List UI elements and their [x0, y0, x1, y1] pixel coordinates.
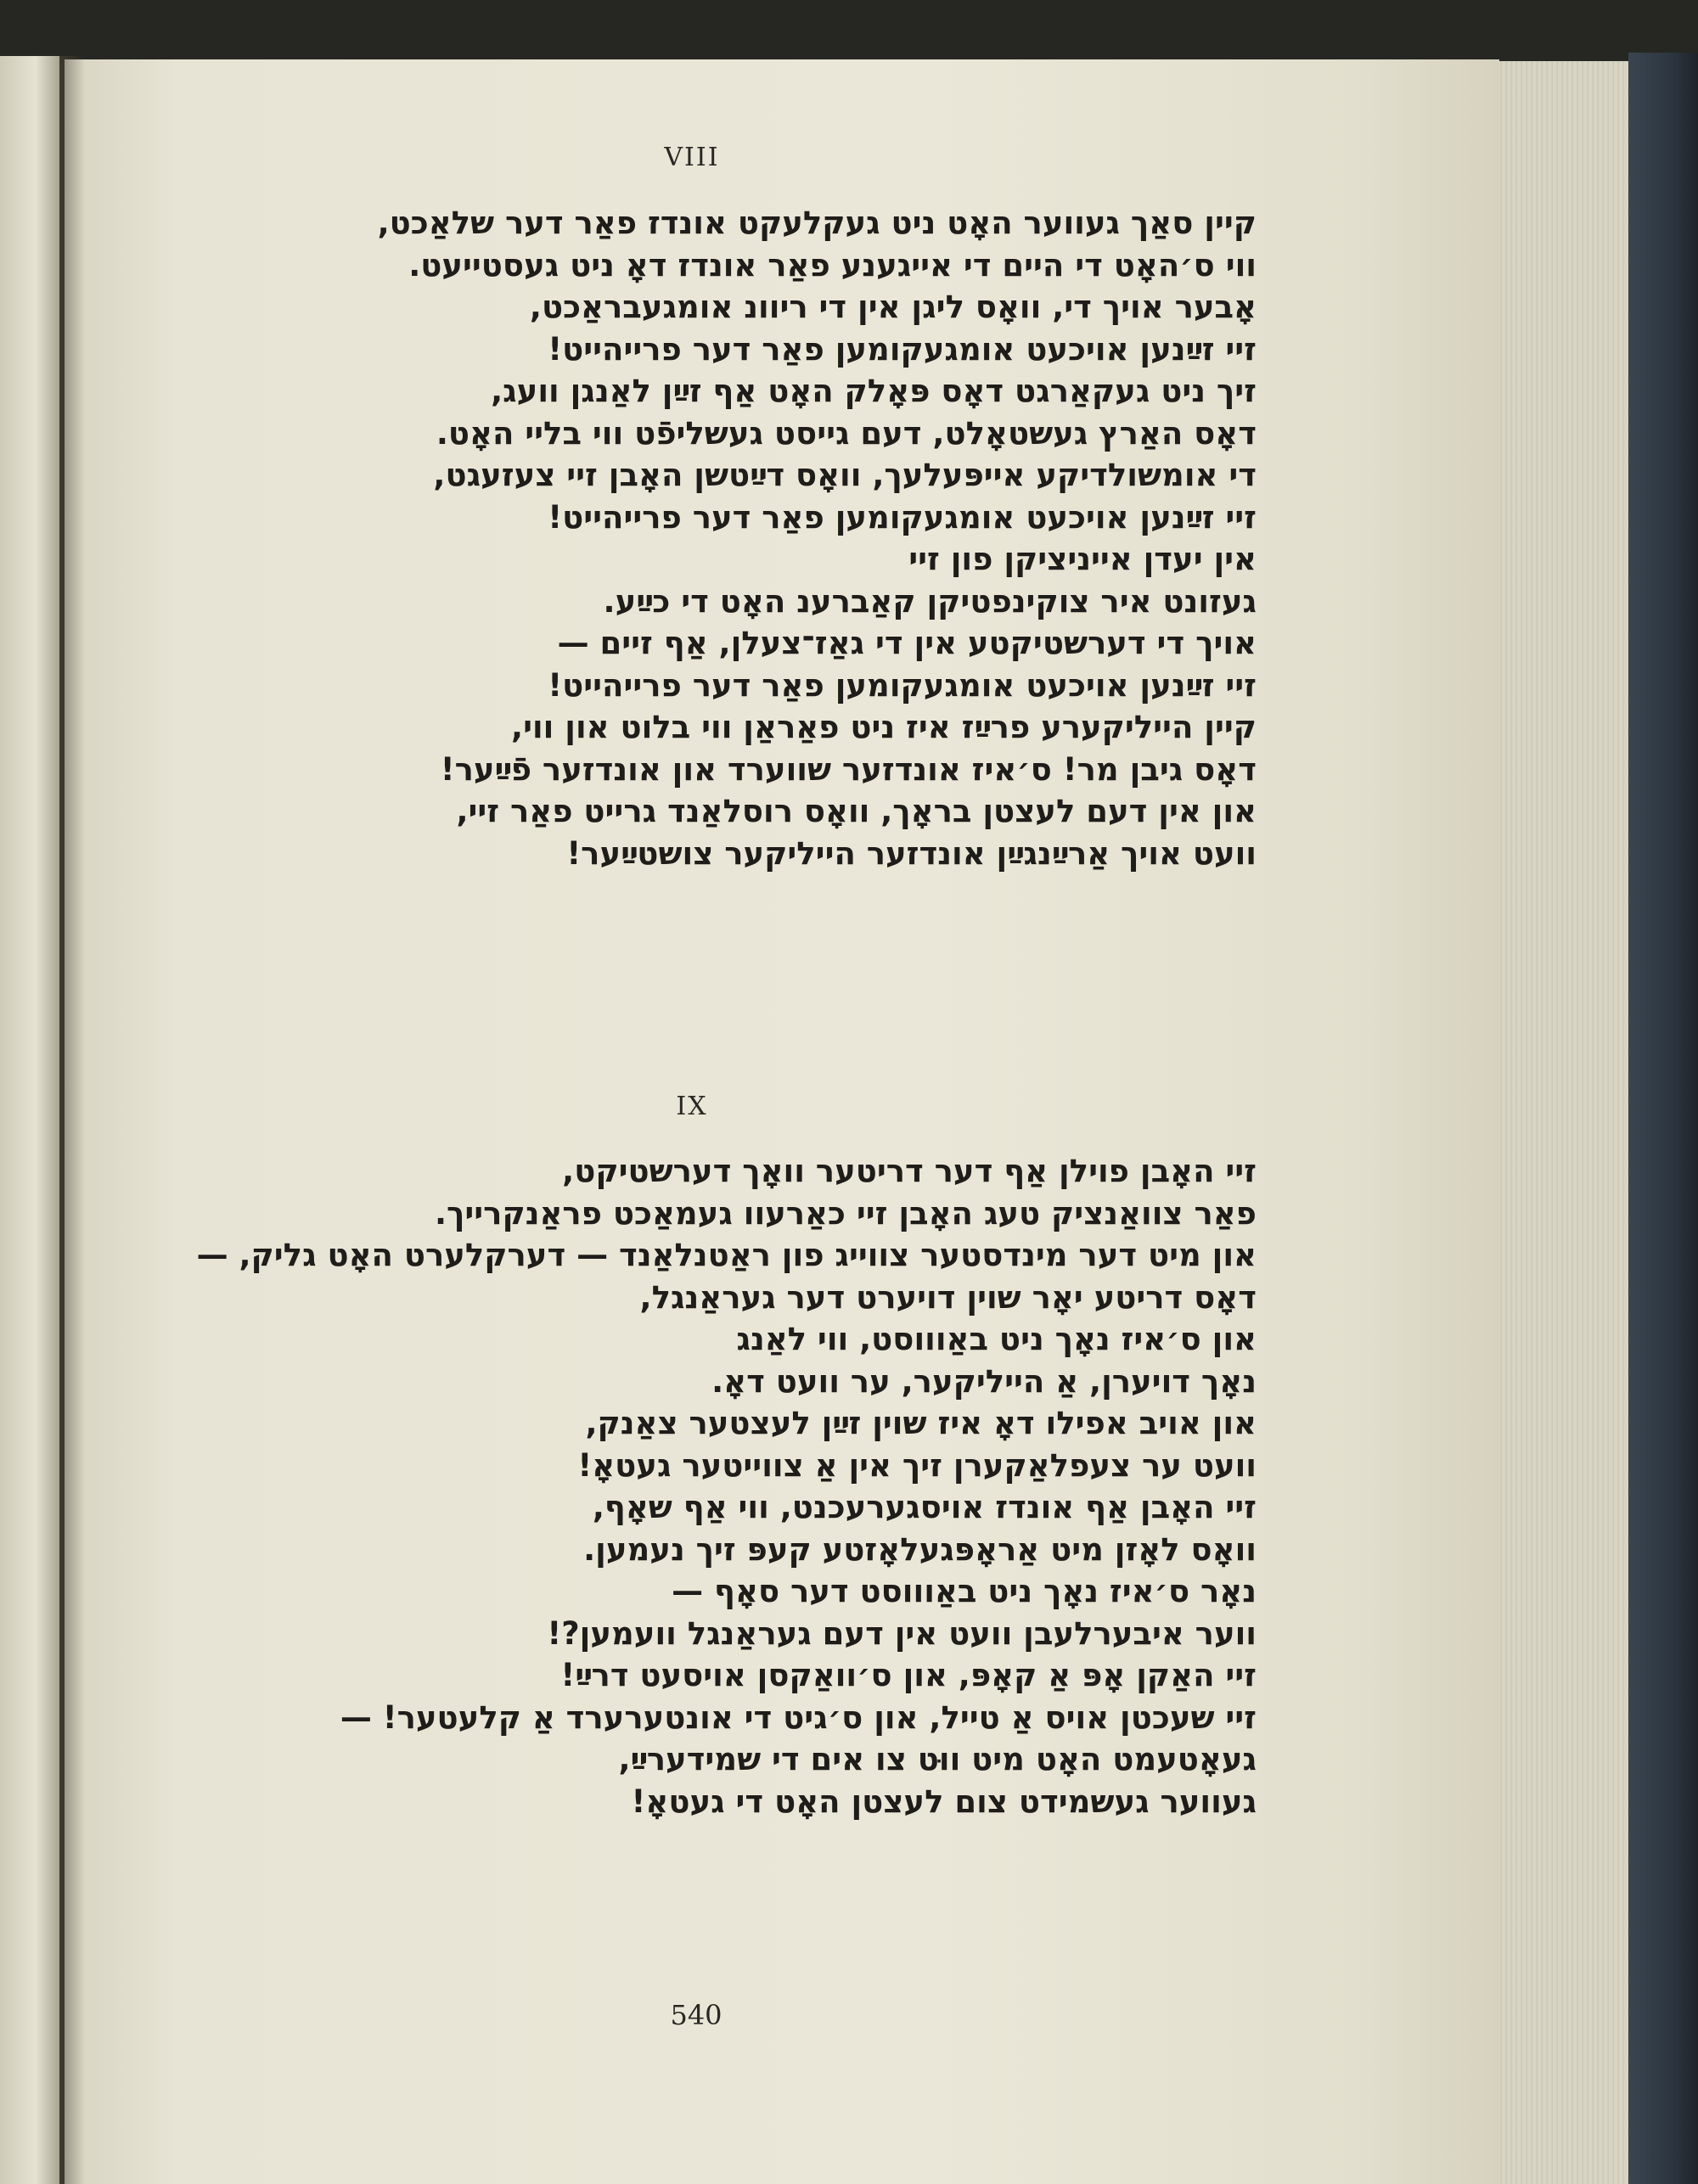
verse-line: און ס׳איז נאָך ניט באַוווסט, ווי לאַנג	[736, 1321, 1257, 1357]
verse-line: וועט אויך אַרײַנגײַן אונדזער הייליקער צושטײַער!	[566, 834, 1257, 872]
verse-line: און אויב אפילו דאָ איז שוין זײַן לעצטער צאַנק,	[585, 1405, 1257, 1441]
verse-line: געווער געשמידט צום לעצטן האָט די געטאָ!	[631, 1783, 1257, 1820]
verse-line: זיי זײַנען אויכעט אומגעקומען פאַר דער פרייהייט!	[548, 666, 1257, 704]
verse-line: נאָר ס׳איז נאָך ניט באַוווסט דער סאָף —	[672, 1573, 1257, 1609]
verse-line: אָבער אויך די, וואָס ליגן אין די ריוונ אומגעבראַכט,	[529, 289, 1257, 325]
verse-line: געאָטעמט האָט מיט ווּט צו אים די שמידערײַ,	[618, 1741, 1257, 1777]
verse-line: זיי האָבן אַף אונדז אויסגערעכנט, ווי אַף שאָף,	[592, 1489, 1257, 1525]
section-heading-viii: VIII	[664, 143, 720, 172]
verse-line: זיי זײַנען אויכעט אומגעקומען פאַר דער פרייהייט!	[548, 498, 1257, 536]
poem-section-ix	[136, 1150, 1257, 1822]
verse-line: דאָס גיבן מר! ס׳איז אונדזער שווערד און אונדזער פֿײַער!	[440, 750, 1257, 788]
verse-line: וועט ער צעפלאַקערן זיך אין אַ צווייטער געטאָ!	[577, 1446, 1257, 1484]
verse-line: זיך ניט געקאַרגט דאָס פּאָלק האָט אַף זײַן לאַנגן וועג,	[491, 373, 1257, 409]
verse-line: געזונט איר צוקינפטיקן קאַברענ האָט די כײַע.	[603, 582, 1257, 620]
verse-line: ווער איבערלעבן וועט אין דעם געראַנגל וועמען?!	[547, 1614, 1257, 1652]
verse-line: נאָך דויערן, אַ הייליקער, ער וועט דאָ.	[711, 1362, 1257, 1400]
gutter-shadow	[59, 56, 85, 2184]
facing-page-edge	[0, 56, 59, 2184]
verse-line: זיי זײַנען אויכעט אומגעקומען פאַר דער פרייהייט!	[548, 330, 1257, 368]
verse-line: זיי האָבן פוילן אַף דער דריטער וואָך דערשטיקט,	[562, 1153, 1257, 1189]
verse-line: זיי האַקן אָפּ אַ קאָפּ, און ס׳וואַקסן אויסעט דרײַ!	[560, 1657, 1257, 1693]
section-heading-ix: IX	[676, 1092, 708, 1121]
verse-line: זיי שעכטן אויס אַ טייל, און ס׳גיט די אונטערערד אַ קלעטער! —	[340, 1698, 1257, 1736]
verse-line: און אין דעם לעצטן בראָך, וואָס רוסלאַנד גרייט פאַר זיי,	[456, 793, 1257, 829]
verse-line: דאָס דריטע יאָר שוין דויערט דער געראַנגל,	[639, 1278, 1257, 1316]
verse-line: דאָס האַרץ געשטאָלט, דעם גייסט געשליפֿט ווי בליי האָט.	[436, 414, 1257, 452]
poem-section-viii	[136, 202, 1257, 874]
verse-line: די אומשולדיקע אייפּעלעך, וואָס דײַטשן האָבן זיי צעזעגט,	[433, 457, 1257, 493]
verse-line: קיין הייליקערע פרײַז איז ניט פאַראַן ווי בלוט און ווי,	[511, 709, 1257, 745]
verse-line: אין יעדן אייניציקן פון זיי	[908, 541, 1257, 577]
book-cover	[1628, 53, 1698, 2184]
verse-line: וואָס לאָזן מיט אַראָפּגעלאָזטע קעפּ זיך נעמען.	[583, 1530, 1257, 1568]
verse-line: און מיט דער מינדסטער צווייג פון ראַטנלאַנד — דערקלערט האָט גליק, —	[196, 1237, 1257, 1273]
verse-line: אויך די דערשטיקטע אין די גאַז־צעלן, אַף זיים —	[557, 625, 1257, 661]
verse-line: ווי ס׳האָט די היים די אייגענע פאַר אונדז דאָ ניט געסטייעט.	[408, 246, 1257, 284]
page-block-edge	[1477, 61, 1630, 2184]
verse-line: קיין סאַך געווער האָט ניט געקלעקט אונדז פאַר דער שלאַכט,	[377, 205, 1257, 241]
verse-line: פאַר צוואַנציק טעג האָבן זיי כאַרעוו געמאַכט פראַנקרייך.	[434, 1194, 1257, 1232]
page-number: 540	[670, 1999, 722, 2031]
